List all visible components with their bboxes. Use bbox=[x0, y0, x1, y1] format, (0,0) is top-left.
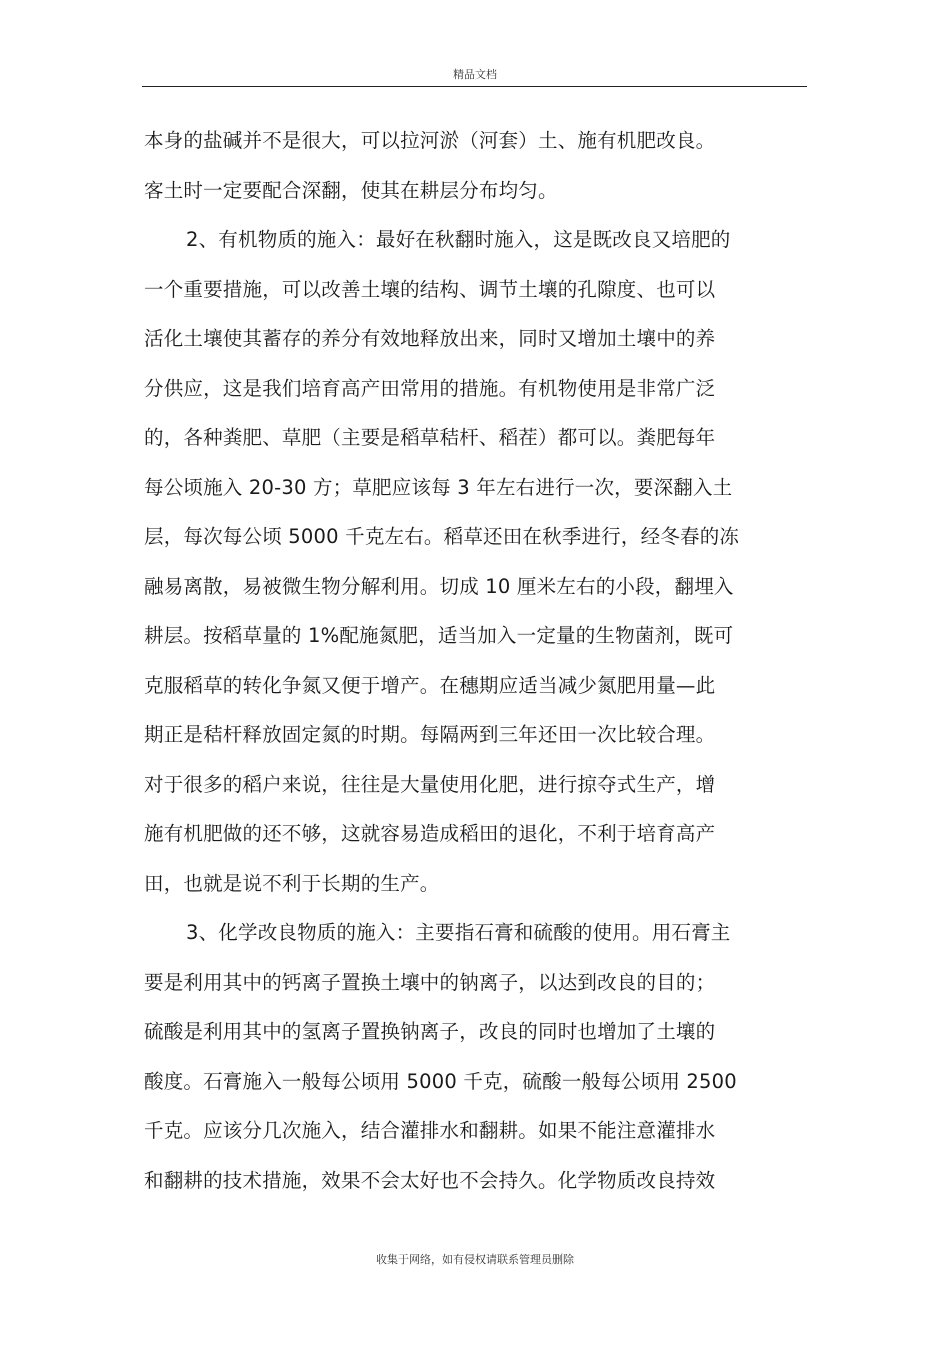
document-body bbox=[144, 125, 794, 1214]
paragraph-start-line: 3、化学改良物质的施入：主要指石膏和硫酸的使用。用石膏主 bbox=[186, 921, 731, 944]
text-line: 对于很多的稻户来说，往往是大量使用化肥，进行掠夺式生产，增 bbox=[144, 772, 716, 796]
text-line: 酸度。石膏施入一般每公顷用 5000 千克，硫酸一般每公顷用 2500 bbox=[144, 1069, 737, 1093]
text-line: 分供应，这是我们培育高产田常用的措施。有机物使用是非常广泛 bbox=[144, 376, 716, 400]
text-line: 一个重要措施，可以改善土壤的结构、调节土壤的孔隙度、也可以 bbox=[144, 277, 716, 301]
text-line: 每公顷施入 20-30 方；草肥应该每 3 年左右进行一次，要深翻入土 bbox=[144, 475, 733, 499]
text-line: 和翻耕的技术措施，效果不会太好也不会持久。化学物质改良持效 bbox=[144, 1168, 716, 1192]
text-line: 期正是秸杆释放固定氮的时期。每隔两到三年还田一次比较合理。 bbox=[144, 723, 716, 746]
page-footer: 收集于网络，如有侵权请联系管理员删除 bbox=[376, 1253, 574, 1266]
text-line: 千克。应该分几次施入，结合灌排水和翻耕。如果不能注意灌排水 bbox=[144, 1119, 716, 1142]
text-line: 本身的盐碱并不是很大，可以拉河淤（河套）土、施有机肥改良。 bbox=[144, 129, 716, 152]
text-line: 的，各种粪肥、草肥（主要是稻草秸杆、稻茬）都可以。粪肥每年 bbox=[144, 426, 716, 449]
text-line: 客土时一定要配合深翻，使其在耕层分布均匀。 bbox=[144, 178, 558, 202]
text-line: 要是利用其中的钙离子置换土壤中的钠离子，以达到改良的目的； bbox=[144, 970, 716, 994]
text-line: 耕层。按稻草量的 1%配施氮肥，适当加入一定量的生物菌剂，既可 bbox=[144, 624, 734, 647]
text-line: 层，每次每公顷 5000 千克左右。稻草还田在秋季进行，经冬春的冻 bbox=[144, 525, 740, 548]
text-line: 克服稻草的转化争氮又便于增产。在穗期应适当减少氮肥用量—此 bbox=[144, 673, 716, 697]
text-line: 融易离散，易被微生物分解利用。切成 10 厘米左右的小段，翻埋入 bbox=[144, 574, 734, 598]
text-line: 硫酸是利用其中的氢离子置换钠离子，改良的同时也增加了土壤的 bbox=[144, 1020, 716, 1043]
paragraph-start-line: 2、有机物质的施入：最好在秋翻时施入，这是既改良又培肥的 bbox=[186, 228, 731, 251]
page-header: 精品文档 bbox=[453, 68, 497, 81]
text-line: 活化土壤使其蓄存的养分有效地释放出来，同时又增加土壤中的养 bbox=[144, 327, 716, 350]
header-divider bbox=[142, 86, 807, 87]
text-line: 田，也就是说不利于长期的生产。 bbox=[144, 871, 440, 895]
text-line: 施有机肥做的还不够，这就容易造成稻田的退化，不利于培育高产 bbox=[144, 822, 716, 845]
